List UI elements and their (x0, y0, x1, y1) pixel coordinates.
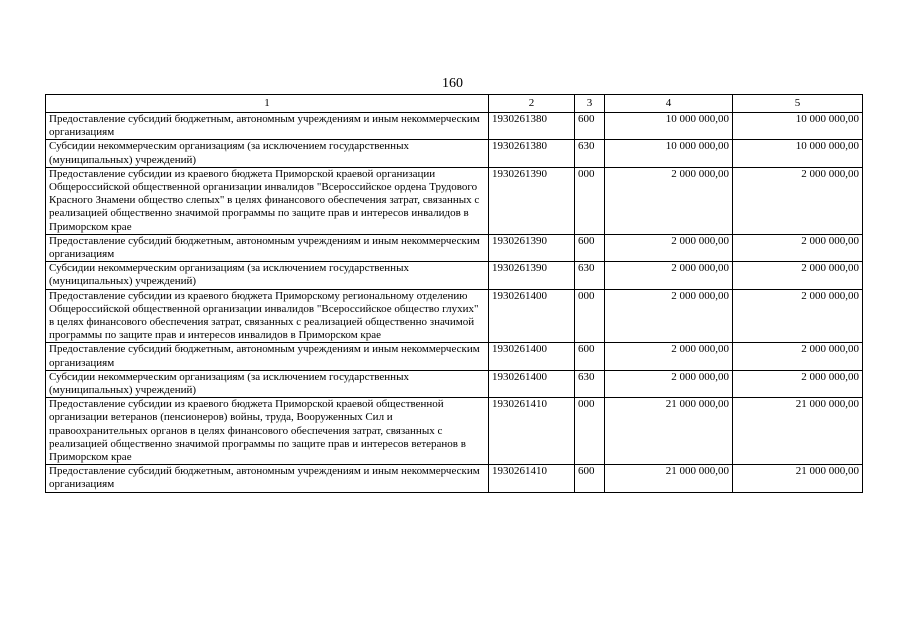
column-header-5: 5 (733, 95, 863, 113)
table-row (46, 289, 863, 343)
column-header-1: 1 (46, 95, 489, 113)
row-amount-col5: 10 000 000,00 (733, 113, 863, 140)
row-amount-col4: 2 000 000,00 (605, 234, 733, 261)
row-expense-type: 000 (575, 398, 605, 465)
row-amount-col5: 21 000 000,00 (733, 398, 863, 465)
row-amount-col4: 21 000 000,00 (605, 398, 733, 465)
table-row (46, 262, 863, 289)
row-target-code: 1930261400 (489, 289, 575, 343)
table-row (46, 140, 863, 167)
row-target-code: 1930261390 (489, 167, 575, 234)
row-amount-col5: 2 000 000,00 (733, 262, 863, 289)
row-amount-col5: 2 000 000,00 (733, 289, 863, 343)
row-expense-type: 630 (575, 370, 605, 397)
row-expense-type: 000 (575, 167, 605, 234)
row-description: Субсидии некоммерческим организациям (за исключением государственных (муниципальных) учреждений) (46, 140, 489, 167)
row-expense-type: 600 (575, 234, 605, 261)
header-row (46, 95, 863, 113)
table-row (46, 370, 863, 397)
row-amount-col5: 10 000 000,00 (733, 140, 863, 167)
table-row (46, 167, 863, 234)
column-header-4: 4 (605, 95, 733, 113)
row-amount-col4: 2 000 000,00 (605, 343, 733, 370)
table-header (46, 95, 863, 113)
row-description: Субсидии некоммерческим организациям (за исключением государственных (муниципальных) учреждений) (46, 370, 489, 397)
row-amount-col5: 2 000 000,00 (733, 370, 863, 397)
table-row (46, 343, 863, 370)
row-amount-col4: 2 000 000,00 (605, 370, 733, 397)
row-target-code: 1930261380 (489, 140, 575, 167)
row-amount-col5: 2 000 000,00 (733, 167, 863, 234)
row-target-code: 1930261400 (489, 343, 575, 370)
row-description: Предоставление субсидии из краевого бюджета Приморскому региональному отделению Общероссийской общественной организации инвалидов "Всероссийское общество глухих" в целях финансового обеспечения затрат, связанных с реализацией общественно значимой программы по защите прав и интересов инвалидов в Приморском крае (46, 289, 489, 343)
row-amount-col5: 21 000 000,00 (733, 465, 863, 492)
row-expense-type: 630 (575, 262, 605, 289)
row-amount-col4: 10 000 000,00 (605, 113, 733, 140)
row-target-code: 1930261410 (489, 465, 575, 492)
row-target-code: 1930261390 (489, 262, 575, 289)
row-amount-col5: 2 000 000,00 (733, 343, 863, 370)
table-body (46, 113, 863, 493)
row-description: Предоставление субсидий бюджетным, автономным учреждениям и иным некоммерческим организациям (46, 343, 489, 370)
table-row (46, 398, 863, 465)
row-amount-col5: 2 000 000,00 (733, 234, 863, 261)
row-amount-col4: 2 000 000,00 (605, 262, 733, 289)
row-description: Предоставление субсидий бюджетным, автономным учреждениям и иным некоммерческим организациям (46, 113, 489, 140)
row-target-code: 1930261380 (489, 113, 575, 140)
row-expense-type: 600 (575, 113, 605, 140)
row-expense-type: 000 (575, 289, 605, 343)
row-description: Предоставление субсидии из краевого бюджета Приморской краевой организации Общероссийской общественной организации инвалидов "Всероссийское ордена Трудового Красного Знамени общество слепых" в целях финансового обеспечения затрат, связанных с реализацией общественно значимой программы по защите прав и интересов инвалидов в Приморском крае (46, 167, 489, 234)
row-description: Предоставление субсидий бюджетным, автономным учреждениям и иным некоммерческим организациям (46, 465, 489, 492)
row-amount-col4: 10 000 000,00 (605, 140, 733, 167)
column-header-3: 3 (575, 95, 605, 113)
table-row (46, 113, 863, 140)
row-amount-col4: 2 000 000,00 (605, 289, 733, 343)
row-amount-col4: 2 000 000,00 (605, 167, 733, 234)
row-description: Предоставление субсидий бюджетным, автономным учреждениям и иным некоммерческим организациям (46, 234, 489, 261)
row-expense-type: 600 (575, 465, 605, 492)
row-description: Субсидии некоммерческим организациям (за исключением государственных (муниципальных) учреждений) (46, 262, 489, 289)
row-target-code: 1930261410 (489, 398, 575, 465)
column-header-2: 2 (489, 95, 575, 113)
budget-table (45, 94, 863, 493)
row-target-code: 1930261390 (489, 234, 575, 261)
row-expense-type: 630 (575, 140, 605, 167)
row-target-code: 1930261400 (489, 370, 575, 397)
row-description: Предоставление субсидии из краевого бюджета Приморской краевой общественной организации ветеранов (пенсионеров) войны, труда, Вооруженных Сил и правоохранительных органов в целях финансового обеспечения затрат, связанных с реализацией общественно значимой программы по защите прав и интересов ветеранов в Приморском крае (46, 398, 489, 465)
row-expense-type: 600 (575, 343, 605, 370)
table-row (46, 465, 863, 492)
row-amount-col4: 21 000 000,00 (605, 465, 733, 492)
table-row (46, 234, 863, 261)
page-number: 160 (442, 76, 463, 91)
